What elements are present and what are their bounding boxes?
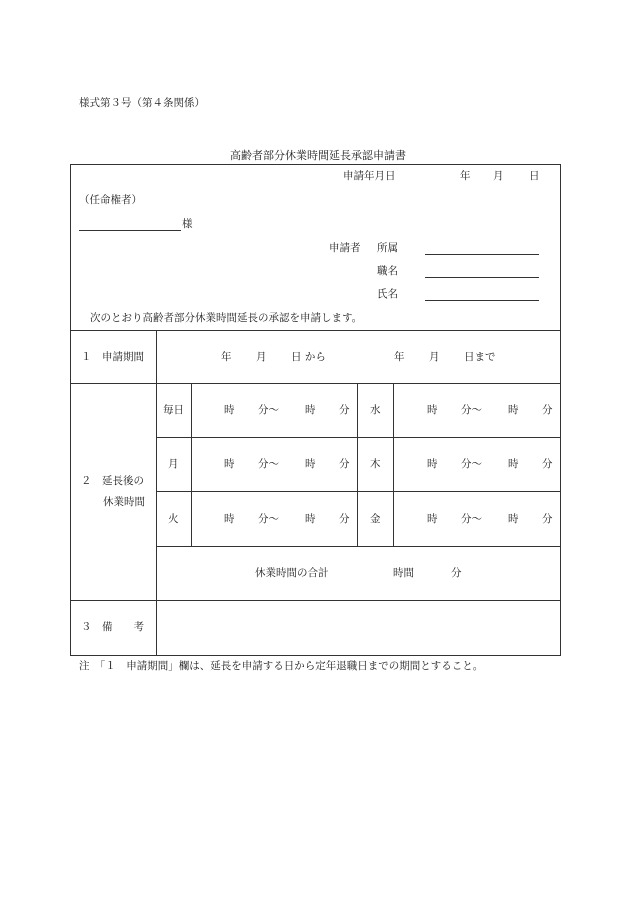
date-year: 年 (460, 170, 471, 182)
row1-left-min-to: 分 (339, 404, 350, 416)
position-label: 職名 (377, 265, 398, 277)
table-border-left (70, 164, 71, 656)
name-label: 氏名 (377, 288, 398, 300)
row2-right-min-from: 分～ (461, 458, 482, 470)
row3-left-hour-from: 時 (224, 513, 235, 525)
row1-right-min-to: 分 (542, 404, 553, 416)
period-year-from: 年 (221, 351, 232, 363)
affiliation-label: 所属 (377, 242, 398, 254)
divider-row3 (156, 546, 561, 547)
period-year-until: 年 (394, 351, 405, 363)
day-label-thursday: 木 (370, 458, 381, 470)
divider-row1 (156, 437, 561, 438)
row2-left-min-to: 分 (339, 458, 350, 470)
period-day-until: 日まで (464, 351, 496, 363)
total-label: 休業時間の合計 (255, 567, 329, 579)
table-border-top (70, 164, 561, 165)
appointer-label: （任命権者） (79, 194, 142, 206)
divider-remarks (70, 600, 561, 601)
period-month-from: 月 (256, 351, 267, 363)
total-minutes-unit: 分 (451, 567, 462, 579)
affiliation-line (425, 254, 539, 255)
table-border-bottom (70, 655, 561, 656)
position-line (425, 277, 539, 278)
middle-divider (357, 383, 358, 546)
row3-left-min-from: 分～ (258, 513, 279, 525)
table-border-right (560, 164, 561, 656)
divider-period (70, 383, 561, 384)
day-label-tuesday: 火 (168, 513, 179, 525)
divider-row2 (156, 491, 561, 492)
application-date-label: 申請年月日 (343, 170, 396, 182)
day-left-divider (191, 383, 192, 546)
row3-right-hour-from: 時 (427, 513, 438, 525)
footnote: 注 「１ 申請期間」欄は、延長を申請する日から定年退職日までの期間とすること。 (79, 660, 484, 672)
row3-left-min-to: 分 (339, 513, 350, 525)
day-label-friday: 金 (370, 513, 381, 525)
label-column-divider (156, 330, 157, 655)
divider-header (70, 330, 561, 331)
row2-left-hour-to: 時 (305, 458, 316, 470)
row2-left-hour-from: 時 (224, 458, 235, 470)
row3-left-hour-to: 時 (305, 513, 316, 525)
row1-right-min-from: 分～ (461, 404, 482, 416)
day-right-divider (393, 383, 394, 546)
row2-right-hour-from: 時 (427, 458, 438, 470)
period-label: １ 申請期間 (81, 351, 144, 363)
day-label-monday: 月 (168, 458, 179, 470)
date-day: 日 (529, 170, 540, 182)
applicant-label: 申請者 (329, 242, 361, 254)
row1-right-hour-from: 時 (427, 404, 438, 416)
period-day-from: 日 から (291, 351, 326, 363)
date-month: 月 (493, 170, 504, 182)
row3-right-min-to: 分 (542, 513, 553, 525)
row1-right-hour-to: 時 (508, 404, 519, 416)
row2-right-hour-to: 時 (508, 458, 519, 470)
row2-left-min-from: 分～ (258, 458, 279, 470)
form-number: 様式第３号（第４条関係） (79, 97, 205, 109)
day-label-wednesday: 水 (370, 404, 381, 416)
day-label-everyday: 毎日 (163, 404, 184, 416)
row1-left-hour-to: 時 (305, 404, 316, 416)
row3-right-hour-to: 時 (508, 513, 519, 525)
row1-left-min-from: 分～ (258, 404, 279, 416)
row2-right-min-to: 分 (542, 458, 553, 470)
row3-right-min-from: 分～ (461, 513, 482, 525)
leave-hours-label-1: ２ 延長後の (81, 475, 144, 487)
appointer-name-line (79, 230, 181, 231)
name-line (425, 300, 539, 301)
remarks-label: ３ 備 考 (81, 621, 144, 633)
honorific: 様 (182, 218, 193, 230)
leave-hours-label-2: 休業時間 (103, 496, 145, 508)
period-month-until: 月 (429, 351, 440, 363)
total-hours-unit: 時間 (393, 567, 414, 579)
row1-left-hour-from: 時 (224, 404, 235, 416)
form-title: 高齢者部分休業時間延長承認申請書 (230, 149, 406, 162)
request-text: 次のとおり高齢者部分休業時間延長の承認を申請します。 (90, 312, 363, 324)
